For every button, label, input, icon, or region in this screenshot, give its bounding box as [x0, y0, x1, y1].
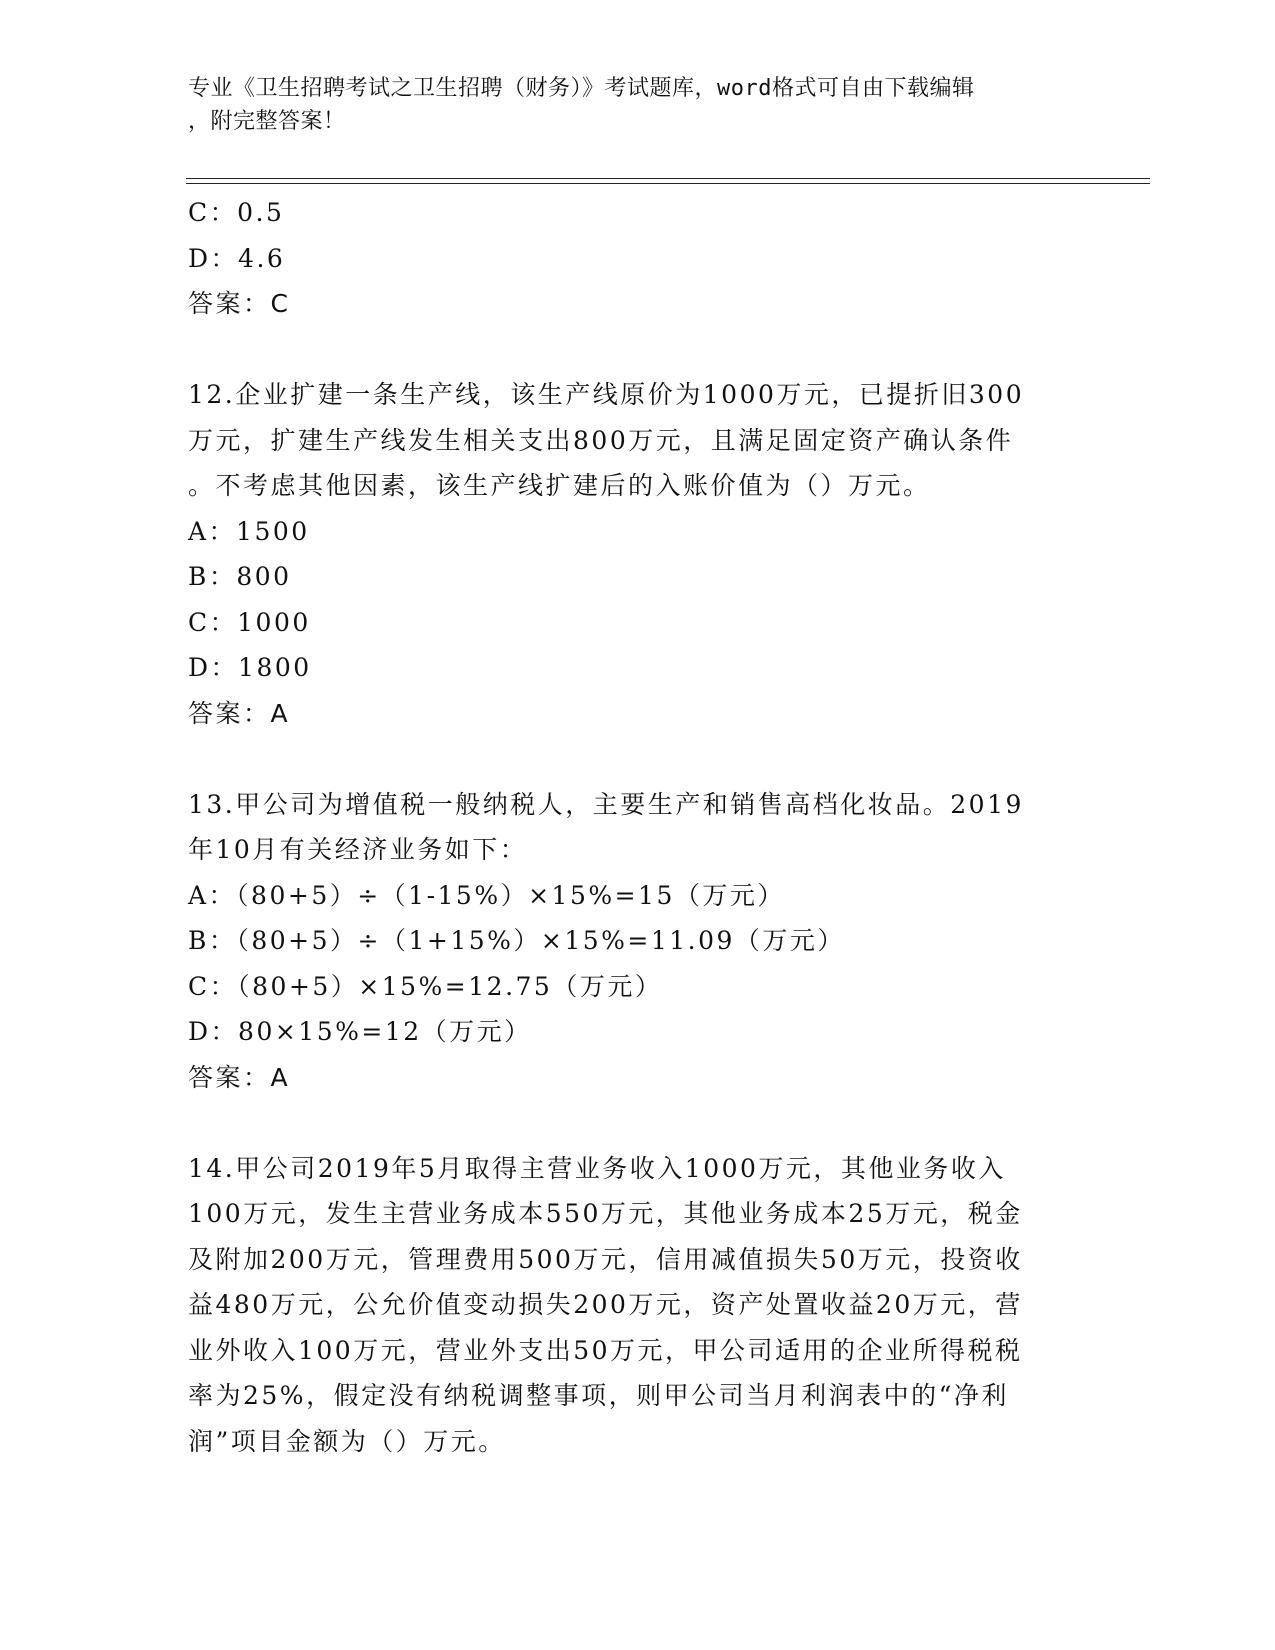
answer: 答案：C: [188, 289, 291, 318]
question-stem-line: 100万元，发生主营业务成本550万元，其他业务成本25万元，税金: [188, 1199, 1023, 1228]
spacer: [188, 327, 1088, 373]
question-stem-line: 14.甲公司2019年5月取得主营业务收入1000万元，其他业务收入: [188, 1153, 1006, 1183]
question-13: [188, 782, 1088, 1101]
question-stem-line: 润”项目金额为（）万元。: [188, 1426, 506, 1456]
option-c: C：（80+5）×15%=12.75（万元）: [188, 971, 663, 1001]
option-a: A：（80+5）÷（1-15%）×15%=15（万元）: [188, 880, 785, 910]
spacer: [188, 1100, 1088, 1146]
question-stem-line: 。不考虑其他因素，该生产线扩建后的入账价值为（）万元。: [188, 471, 931, 500]
option-c: C：1000: [188, 607, 311, 637]
header-line-1: 专业《卫生招聘考试之卫生招聘（财务）》考试题库，word格式可自由下载编辑: [188, 76, 975, 101]
option-d: D：80×15%=12（万元）: [188, 1017, 532, 1046]
question-stem-line: 及附加200万元，管理费用500万元，信用减值损失50万元，投资收: [188, 1244, 1023, 1274]
question-stem-line: 年10月有关经济业务如下：: [188, 835, 528, 864]
option-c: C：0.5: [188, 198, 285, 227]
question-12: [188, 372, 1088, 736]
question-stem-line: 万元，扩建生产线发生相关支出800万元，且满足固定资产确认条件: [188, 425, 1014, 455]
header-divider-top: [186, 178, 1150, 179]
question-stem-line: 12.企业扩建一条生产线，该生产线原价为1000万元，已提折旧300: [188, 380, 1025, 409]
answer: 答案：A: [188, 1062, 291, 1092]
document-header: [188, 72, 1068, 138]
option-b: B：800: [188, 562, 292, 591]
header-divider-bottom: [186, 183, 1150, 184]
question-stem-line: 业外收入100万元，营业外支出50万元，甲公司适用的企业所得税税: [188, 1335, 1023, 1365]
question-stem-line: 13.甲公司为增值税一般纳税人，主要生产和销售高档化妆品。2019: [188, 789, 1024, 819]
question-14: [188, 1146, 1088, 1465]
spacer: [188, 736, 1088, 782]
answer: 答案：A: [188, 698, 291, 728]
header-line-2: ，附完整答案！: [188, 109, 346, 134]
question-content: [188, 190, 1088, 1464]
option-b: B：（80+5）÷（1+15%）×15%=11.09（万元）: [188, 926, 845, 955]
option-d: D：1800: [188, 653, 312, 682]
question-stem-line: 益480万元，公允价值变动损失200万元，资产处置收益20万元，营: [188, 1290, 1023, 1319]
question-stem-line: 率为25%，假定没有纳税调整事项，则甲公司当月利润表中的“净利: [188, 1381, 1009, 1410]
option-d: D：4.6: [188, 243, 286, 273]
option-a: A：1500: [188, 516, 310, 546]
question-11: [188, 190, 1088, 327]
